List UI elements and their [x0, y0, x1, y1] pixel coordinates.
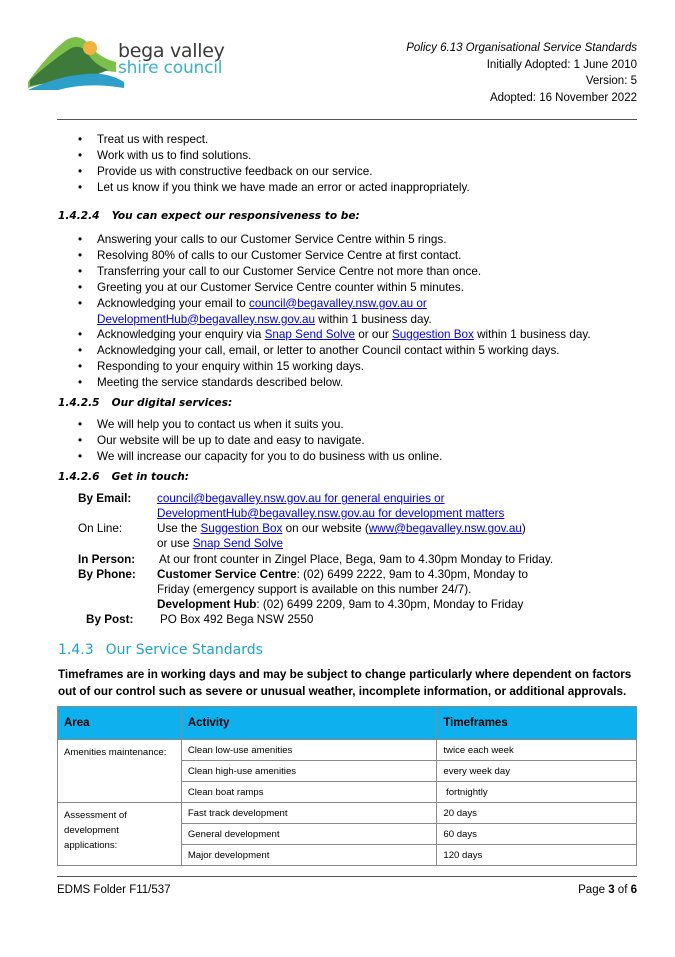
post-text: PO Box 492 Bega NSW 2550 — [160, 613, 314, 626]
online-line-1 — [157, 521, 526, 536]
heading-1-4-2-6 — [58, 471, 189, 483]
text: or our — [354, 328, 392, 342]
text: Customer Service Centre — [157, 568, 297, 581]
heading-number: 1.4.2.4 — [58, 210, 100, 222]
list-item: • Our website will be up to date and easy to navigate. — [78, 433, 648, 449]
timeframe-cell: 60 days — [437, 824, 637, 845]
heading-text: Get in touch: — [111, 471, 189, 483]
devhub-email-link[interactable]: DevelopmentHub@begavalley.nsw.gov.au — [157, 507, 376, 520]
activity-cell: Clean low-use amenities — [181, 740, 437, 761]
heading-number: 1.4.3 — [58, 642, 94, 658]
council-email-link[interactable]: council@begavalley.nsw.gov.au — [249, 296, 414, 310]
timeframe-cell: every week day — [437, 761, 637, 782]
post-label: By Post: — [86, 613, 134, 626]
service-standards-table — [57, 706, 637, 866]
activity-cell: Clean boat ramps — [181, 782, 437, 803]
text: ) — [521, 522, 526, 535]
phone-devhub-line — [157, 597, 523, 612]
list-item: • We will help you to contact us when it suits you. — [78, 417, 648, 433]
version: Version: 5 — [585, 75, 637, 87]
text: Acknowledging your enquiry via — [97, 328, 265, 342]
heading-text: You can expect our responsiveness to be: — [111, 210, 360, 222]
digital-services-list — [78, 417, 648, 465]
text: of — [614, 884, 631, 896]
heading-text: Our Service Standards — [105, 642, 263, 658]
initially-adopted: Initially Adopted: 1 June 2010 — [486, 58, 637, 71]
online-label: On Line: — [78, 522, 123, 535]
text: : (02) 6499 2209, 9am to 4.30pm, Monday to Friday — [256, 598, 524, 611]
table-row — [58, 803, 637, 824]
heading-1-4-2-4 — [58, 210, 360, 222]
snap-send-solve-link[interactable]: Snap Send Solve — [192, 537, 284, 550]
timeframe-cell: 20 days — [437, 803, 637, 824]
timeframe-cell: twice each week — [437, 740, 637, 761]
page-number — [578, 884, 637, 896]
suggestion-box-link[interactable]: Suggestion Box — [200, 522, 283, 535]
email-line-2 — [157, 506, 504, 521]
list-item — [78, 327, 648, 343]
list-item: • Treat us with respect. — [78, 132, 648, 148]
list-item: • Provide us with constructive feedback on our service. — [78, 164, 648, 180]
council-email-link[interactable]: council@begavalley.nsw.gov.au — [157, 492, 322, 505]
logo-text-line2: shire council — [118, 58, 223, 78]
text: within 1 business day. — [315, 312, 432, 326]
heading-1-4-2-5 — [58, 397, 232, 409]
phone-label: By Phone: — [78, 568, 136, 581]
text: within 1 business day. — [473, 328, 591, 342]
column-header-activity: Activity — [181, 707, 437, 740]
column-header-area: Area — [58, 707, 182, 740]
heading-number: 1.4.2.5 — [58, 397, 100, 409]
area-cell: Amenities maintenance: — [58, 740, 182, 803]
table-row — [58, 740, 637, 761]
adopted-date: Adopted: 16 November 2022 — [489, 91, 637, 104]
total-pages: 6 — [630, 884, 637, 896]
column-header-timeframes: Timeframes — [437, 707, 637, 740]
list-item: • Responding to your enquiry within 15 working days. — [78, 359, 648, 375]
phone-csc-line-2: Friday (emergency support is available on this number 24/7). — [157, 583, 472, 596]
list-item: • Let us know if you think we have made an error or acted inappropriately. — [78, 180, 648, 196]
list-item: • Transferring your call to our Customer Service Centre not more than once. — [78, 264, 648, 280]
list-item: • Resolving 80% of calls to our Customer Service Centre at first contact. — [78, 248, 648, 264]
list-item: • Meeting the service standards described below. — [78, 375, 648, 391]
heading-1-4-3 — [58, 642, 263, 658]
timeframe-cell: 120 days — [437, 845, 637, 866]
text: Use the — [157, 522, 201, 535]
text: Acknowledging your email to — [97, 296, 250, 310]
suggestion-box-link[interactable]: Suggestion Box — [391, 328, 474, 342]
logo-hills-icon — [28, 32, 128, 94]
contact-details — [78, 491, 648, 631]
heading-number: 1.4.2.6 — [58, 471, 100, 483]
responsiveness-list — [78, 232, 648, 391]
text: for general enquiries or — [321, 492, 445, 505]
snap-send-solve-link[interactable]: Snap Send Solve — [264, 328, 355, 342]
heading-text: Our digital services: — [111, 397, 233, 409]
activity-cell: Major development — [181, 845, 437, 866]
text: Page — [578, 884, 609, 896]
footer-rule — [57, 876, 637, 877]
document-header — [406, 40, 637, 106]
email-line-1 — [157, 491, 445, 506]
list-item: • We will increase our capacity for you to do business with us online. — [78, 449, 648, 465]
current-page: 3 — [608, 884, 615, 896]
phone-csc-line-1 — [157, 567, 528, 582]
text: for development matters — [375, 507, 505, 520]
website-link[interactable]: www@begavalley.nsw.gov.au — [368, 522, 522, 535]
text: Development Hub — [157, 598, 257, 611]
activity-cell: Fast track development — [181, 803, 437, 824]
list-item — [78, 296, 648, 328]
email-label: By Email: — [78, 492, 132, 505]
timeframe-cell: fortnightly — [437, 782, 637, 803]
list-item: • Greeting you at our Customer Service Centre counter within 5 minutes. — [78, 280, 648, 296]
list-item: • Work with us to find solutions. — [78, 148, 648, 164]
intro-bullet-list — [78, 132, 648, 196]
activity-cell: Clean high-use amenities — [181, 761, 437, 782]
in-person-text: At our front counter in Zingel Place, Bega, 9am to 4.30pm Monday to Friday. — [159, 553, 554, 566]
in-person-label: In Person: — [78, 553, 136, 566]
activity-cell: General development — [181, 824, 437, 845]
timeframes-note: Timeframes are in working days and may be subject to change particularly where dependent on factors out of our control such as severe or unusual weather, incomplete information, or additional approvals. — [58, 668, 632, 698]
text: : (02) 6499 2222, 9am to 4.30pm, Monday to — [296, 568, 528, 581]
area-cell: Assessment of development applications: — [58, 803, 182, 866]
devhub-email-link[interactable]: DevelopmentHub@begavalley.nsw.gov.au — [97, 312, 316, 326]
text: or — [413, 296, 427, 310]
logo-text-line1: bega valley — [118, 40, 225, 62]
header-rule — [57, 119, 637, 120]
table-header-row — [58, 707, 637, 740]
text: or use — [157, 537, 193, 550]
online-line-2 — [157, 536, 283, 551]
list-item: • Answering your calls to our Customer Service Centre within 5 rings. — [78, 232, 648, 248]
list-item: • Acknowledging your call, email, or letter to another Council contact within 5 working days. — [78, 343, 648, 359]
policy-title: Policy 6.13 Organisational Service Standards — [406, 42, 637, 54]
edms-folder: EDMS Folder F11/537 — [57, 884, 171, 896]
text: on our website ( — [282, 522, 369, 535]
